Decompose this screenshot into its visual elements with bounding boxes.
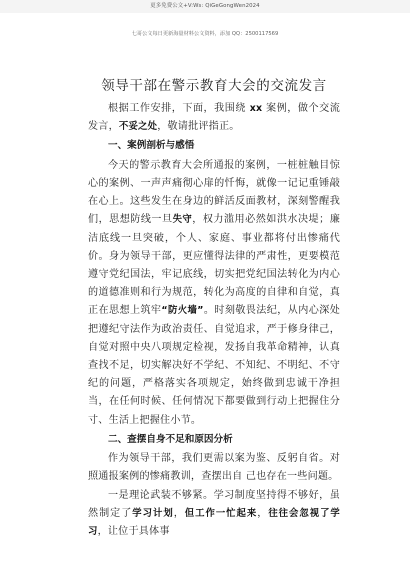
notice-line: 七哥公文每日更新海量材料公文资料，添加 QQ：2500117569 bbox=[131, 31, 279, 37]
text-run: ，权力滥用必然如洪水决堤；廉洁底线一旦突破，个人、家庭、事业都将付出惨痛代价。身为领导干部，更应懂得法律的严肃性，更要模范遵守党纪国法，牢记底线，切实把党纪国法转化为内心的道德准则和行为规范，转化为高度的自律和自觉，真正在思想上筑牢 bbox=[88, 214, 340, 317]
bold-text-run: “防火墙” bbox=[161, 305, 204, 317]
point1-paragraph bbox=[88, 487, 340, 542]
text-run: 今天的警示教育大会所通报的案例，一桩桩触目惊心的案例、一声声痛彻心扉的忏悔，就像一记记重锤敲在心上。这些发生在身边的鲜活反面教材，深刻警醒我们，思想防线一旦 bbox=[88, 159, 340, 226]
text-run: 案例，做个交流发言， bbox=[88, 103, 340, 133]
bold-text-run: xx bbox=[249, 103, 263, 114]
banner-text: 更多免费公文+V:Ws: QiGeGongWen2024 bbox=[150, 3, 260, 9]
top-banner bbox=[0, 0, 410, 13]
bold-text-run: 不妥之处 bbox=[118, 121, 158, 133]
bold-text-run: 往往会忽视了学习 bbox=[88, 507, 340, 538]
text-run: ，敬请批评指正。 bbox=[157, 121, 240, 133]
text-run: 一是理论武装不够紧。学习制度坚持得不够好，虽然制定了 bbox=[88, 489, 340, 519]
bold-text-run: 但工作一忙起来 bbox=[184, 507, 258, 519]
section-heading-2: 二、查摆自身不足和原因分析 bbox=[108, 433, 233, 445]
text-run: 。时刻敬畏法纪，从内心深处把遵纪守法作为政治责任、自觉追求，严于修身律己，自觉对照中央八项规定检视，发扬自我革命精神，认真查找不足，切实解决好不学纪、不知纪、不明纪、不守纪的问题，严格落实各项规定，始终做到忠诚干净担当，在任何时候、任何情况下都要做到行动上把握住分寸、生活上把握住小节。 bbox=[88, 305, 340, 426]
intro-paragraph bbox=[88, 100, 340, 136]
text-run: ，让位于具体事 bbox=[97, 526, 170, 538]
document-body bbox=[88, 76, 340, 541]
bold-text-run: 失守 bbox=[172, 214, 193, 226]
text-run: ， bbox=[257, 507, 269, 519]
text-run: ， bbox=[173, 507, 185, 519]
section2-paragraph bbox=[88, 450, 340, 486]
text-run: 根据工作安排，下面，我围绕 bbox=[108, 103, 250, 114]
document-title: 领导干部在警示教育大会的交流发言 bbox=[101, 78, 327, 94]
bold-text-run: 学习计划 bbox=[132, 507, 174, 519]
section-heading-1: 一、案例剖析与感悟 bbox=[108, 140, 195, 152]
text-run: 作为领导干部，我们更需以案为鉴、反躬自省。对照通报案例的惨痛教训，查摆出自 己也存在一些问题。 bbox=[88, 453, 340, 483]
section1-paragraph bbox=[88, 157, 340, 430]
